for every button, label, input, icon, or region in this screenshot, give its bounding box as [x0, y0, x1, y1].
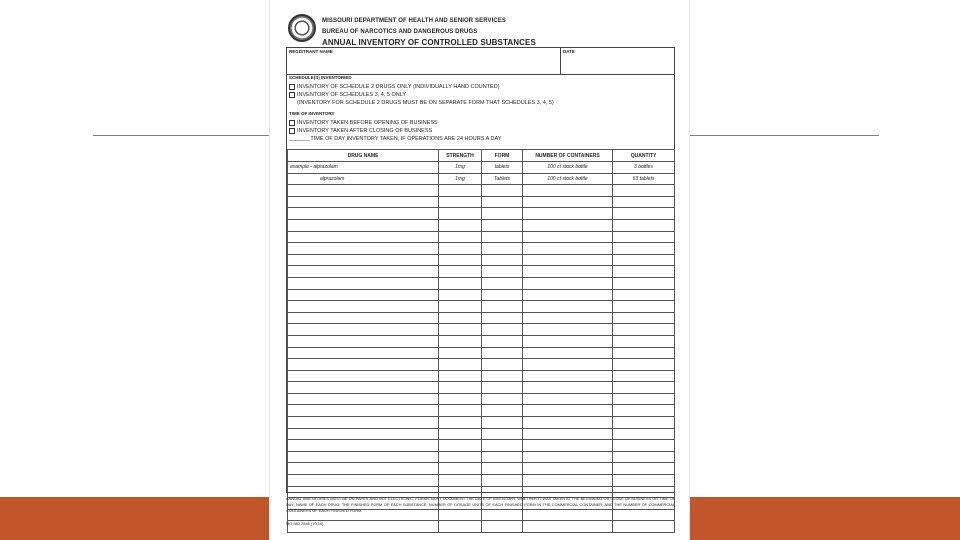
empty-cell[interactable]: [288, 428, 439, 440]
empty-cell[interactable]: [439, 208, 482, 220]
empty-table-row: [288, 266, 675, 278]
empty-cell[interactable]: [439, 463, 482, 475]
empty-cell[interactable]: [288, 289, 439, 301]
empty-cell[interactable]: [288, 417, 439, 429]
empty-cell[interactable]: [288, 185, 439, 197]
empty-cell[interactable]: [439, 382, 482, 394]
empty-cell[interactable]: [523, 289, 613, 301]
empty-cell[interactable]: [523, 463, 613, 475]
empty-cell[interactable]: [482, 254, 523, 266]
quantity-cell[interactable]: 63 tablets: [613, 173, 675, 185]
empty-cell[interactable]: [482, 475, 523, 487]
schedule-2-option[interactable]: [289, 84, 500, 90]
form-cell[interactable]: Tablets: [482, 173, 523, 185]
registrant-name-label: REGISTRANT NAME: [289, 49, 333, 54]
empty-cell[interactable]: [288, 243, 439, 255]
empty-cell[interactable]: [482, 196, 523, 208]
empty-cell[interactable]: [439, 289, 482, 301]
empty-cell[interactable]: [482, 382, 523, 394]
empty-table-row: [288, 475, 675, 487]
empty-cell[interactable]: [439, 475, 482, 487]
empty-cell[interactable]: [613, 440, 675, 452]
empty-cell[interactable]: [523, 266, 613, 278]
empty-cell[interactable]: [288, 208, 439, 220]
after-closing-option[interactable]: [289, 128, 432, 134]
empty-cell[interactable]: [523, 219, 613, 231]
before-opening-label: INVENTORY TAKEN BEFORE OPENING OF BUSINESS: [297, 120, 438, 126]
empty-table-row: [288, 254, 675, 266]
empty-cell[interactable]: [523, 475, 613, 487]
form-cell[interactable]: tablets: [482, 162, 523, 174]
empty-table-row: [288, 335, 675, 347]
form-frame: [286, 47, 675, 493]
column-header: QUANTITY: [613, 150, 675, 162]
empty-cell[interactable]: [439, 301, 482, 313]
empty-cell[interactable]: [613, 231, 675, 243]
empty-cell[interactable]: [523, 440, 613, 452]
empty-cell[interactable]: [523, 254, 613, 266]
state-seal-icon: [288, 14, 316, 42]
empty-cell[interactable]: [523, 312, 613, 324]
empty-cell[interactable]: [523, 277, 613, 289]
empty-cell[interactable]: [288, 440, 439, 452]
empty-cell[interactable]: [613, 521, 675, 533]
time-of-day-option: _______TIME OF DAY INVENTORY TAKEN, IF OPERATIONS ARE 24 HOURS A DAY: [289, 136, 502, 142]
empty-cell[interactable]: [523, 382, 613, 394]
empty-cell[interactable]: [288, 475, 439, 487]
empty-cell[interactable]: [613, 335, 675, 347]
empty-cell[interactable]: [288, 254, 439, 266]
empty-cell[interactable]: [439, 428, 482, 440]
containers-cell[interactable]: 100 ct stock bottle: [523, 173, 613, 185]
empty-table-row: [288, 440, 675, 452]
containers-cell[interactable]: 100 ct stock bottle: [523, 162, 613, 174]
empty-table-row: [288, 347, 675, 359]
empty-cell[interactable]: [288, 370, 439, 382]
empty-cell[interactable]: [523, 185, 613, 197]
empty-cell[interactable]: [482, 208, 523, 220]
empty-cell[interactable]: [613, 370, 675, 382]
footer-note: ANNUAL INVENTORIES MUST BE ON PAPER AND NOT ELECTRONIC. FORMS MUST DOCUMENT THE DATE OF INVENTORY, WHETHER IT WAS TAKEN AT THE BEGINNING OR CLOSE OF BUSINESS OR TIME OF DAY; NAME OF EACH DRUG; THE FINISHED FORM OF EACH SUBSTANCE; NUMBER OF DOSAGE UNITS OF EACH FINISHED FORM IN THE COMMERCIAL CONTAINER; AND THE NUMBER OF COMMERCIAL CONTAINERS OF EACH FINISHED FORM.: [286, 496, 675, 513]
empty-cell[interactable]: [439, 521, 482, 533]
empty-cell[interactable]: [613, 254, 675, 266]
empty-cell[interactable]: [439, 277, 482, 289]
empty-cell[interactable]: [288, 324, 439, 336]
empty-cell[interactable]: [439, 405, 482, 417]
empty-cell[interactable]: [613, 289, 675, 301]
empty-table-row: [288, 196, 675, 208]
checkbox-icon[interactable]: [289, 120, 295, 126]
empty-cell[interactable]: [288, 451, 439, 463]
empty-cell[interactable]: [288, 335, 439, 347]
empty-table-row: [288, 463, 675, 475]
empty-table-row: [288, 405, 675, 417]
empty-cell[interactable]: [613, 266, 675, 278]
empty-cell[interactable]: [523, 301, 613, 313]
empty-cell[interactable]: [482, 428, 523, 440]
empty-cell[interactable]: [439, 254, 482, 266]
empty-cell[interactable]: [288, 463, 439, 475]
inventory-form-document: [270, 0, 689, 540]
empty-cell[interactable]: [613, 428, 675, 440]
empty-cell[interactable]: [523, 417, 613, 429]
empty-cell[interactable]: [288, 219, 439, 231]
empty-cell[interactable]: [288, 301, 439, 313]
empty-cell[interactable]: [613, 219, 675, 231]
registrant-row: [287, 48, 674, 75]
column-header: DRUG NAME: [288, 150, 439, 162]
empty-table-row: [288, 301, 675, 313]
empty-cell[interactable]: [439, 243, 482, 255]
empty-cell[interactable]: [482, 393, 523, 405]
empty-cell[interactable]: [439, 451, 482, 463]
empty-cell[interactable]: [523, 208, 613, 220]
empty-cell[interactable]: [482, 266, 523, 278]
empty-cell[interactable]: [439, 370, 482, 382]
empty-table-row: [288, 219, 675, 231]
empty-cell[interactable]: [439, 196, 482, 208]
empty-cell[interactable]: [613, 359, 675, 371]
column-header: NUMBER OF CONTAINERS: [523, 150, 613, 162]
checkbox-icon[interactable]: [289, 128, 295, 134]
empty-cell[interactable]: [288, 382, 439, 394]
empty-cell[interactable]: [439, 335, 482, 347]
empty-cell[interactable]: [482, 231, 523, 243]
empty-cell[interactable]: [523, 405, 613, 417]
table-header-row: [288, 150, 675, 162]
strength-cell[interactable]: 1mg: [439, 162, 482, 174]
empty-table-row: [288, 428, 675, 440]
form-number: MO 580-2846 (10-16): [286, 521, 324, 526]
empty-cell[interactable]: [482, 451, 523, 463]
time-of-inventory-label: TIME OF INVENTORY: [289, 111, 335, 116]
empty-cell[interactable]: [439, 266, 482, 278]
empty-cell[interactable]: [523, 521, 613, 533]
empty-table-row: [288, 359, 675, 371]
drug-name-cell[interactable]: example - alprazolam: [288, 162, 439, 174]
empty-cell[interactable]: [288, 231, 439, 243]
empty-cell[interactable]: [523, 359, 613, 371]
empty-table-row: [288, 370, 675, 382]
empty-table-row: [288, 243, 675, 255]
empty-cell[interactable]: [523, 370, 613, 382]
empty-cell[interactable]: [613, 301, 675, 313]
form-header: [288, 12, 678, 50]
empty-cell[interactable]: [288, 266, 439, 278]
empty-cell[interactable]: [288, 196, 439, 208]
empty-cell[interactable]: [482, 335, 523, 347]
empty-cell[interactable]: [439, 359, 482, 371]
schedule-note: (INVENTORY FOR SCHEDULE 2 DRUGS MUST BE ON SEPARATE FORM THAT SCHEDULES 3, 4, 5): [297, 100, 554, 106]
empty-cell[interactable]: [482, 324, 523, 336]
empty-cell[interactable]: [439, 417, 482, 429]
empty-cell[interactable]: [439, 440, 482, 452]
empty-cell[interactable]: [482, 243, 523, 255]
empty-cell[interactable]: [439, 393, 482, 405]
empty-cell[interactable]: [523, 231, 613, 243]
decorative-rule-left: [93, 135, 270, 136]
date-label: DATE: [563, 49, 575, 54]
empty-table-row: [288, 289, 675, 301]
empty-cell[interactable]: [288, 277, 439, 289]
empty-table-row: [288, 521, 675, 533]
empty-cell[interactable]: [439, 231, 482, 243]
empty-cell[interactable]: [613, 405, 675, 417]
empty-cell[interactable]: [523, 393, 613, 405]
empty-cell[interactable]: [482, 370, 523, 382]
empty-table-row: [288, 208, 675, 220]
empty-table-row: [288, 185, 675, 197]
empty-cell[interactable]: [482, 347, 523, 359]
drug-name-cell[interactable]: alprazolam: [288, 173, 439, 185]
column-header: STRENGTH: [439, 150, 482, 162]
empty-table-row: [288, 231, 675, 243]
empty-cell[interactable]: [288, 312, 439, 324]
empty-cell[interactable]: [613, 277, 675, 289]
empty-cell[interactable]: [613, 185, 675, 197]
empty-cell[interactable]: [523, 428, 613, 440]
bureau-name: BUREAU OF NARCOTICS AND DANGEROUS DRUGS: [322, 29, 478, 35]
empty-cell[interactable]: [482, 521, 523, 533]
empty-cell[interactable]: [439, 324, 482, 336]
decorative-rule-right: [689, 135, 879, 136]
empty-cell[interactable]: [613, 451, 675, 463]
quantity-cell[interactable]: 3 bottles: [613, 162, 675, 174]
empty-cell[interactable]: [523, 196, 613, 208]
after-closing-label: INVENTORY TAKEN AFTER CLOSING OF BUSINESS: [297, 128, 433, 134]
empty-cell[interactable]: [613, 382, 675, 394]
empty-cell[interactable]: [482, 289, 523, 301]
empty-cell[interactable]: [482, 277, 523, 289]
empty-cell[interactable]: [288, 347, 439, 359]
empty-cell[interactable]: [613, 393, 675, 405]
empty-cell[interactable]: [482, 417, 523, 429]
schedules-label: SCHEDULE(S) INVENTORIED: [289, 75, 352, 80]
form-title: ANNUAL INVENTORY OF CONTROLLED SUBSTANCES: [322, 38, 536, 47]
empty-cell[interactable]: [613, 324, 675, 336]
empty-cell[interactable]: [482, 185, 523, 197]
empty-cell[interactable]: [613, 196, 675, 208]
empty-cell[interactable]: [613, 463, 675, 475]
empty-table-row: [288, 277, 675, 289]
column-header: FORM: [482, 150, 523, 162]
schedule-2-option-label: INVENTORY OF SCHEDULE 2 DRUGS ONLY (INDIVIDUALLY HAND COUNTED): [297, 84, 500, 90]
empty-cell[interactable]: [523, 243, 613, 255]
empty-cell[interactable]: [523, 451, 613, 463]
empty-cell[interactable]: [439, 219, 482, 231]
table-row: [288, 173, 675, 185]
empty-cell[interactable]: [613, 208, 675, 220]
empty-cell[interactable]: [523, 347, 613, 359]
empty-cell[interactable]: [523, 324, 613, 336]
schedule-345-option-label: INVENTORY OF SCHEDULES 3, 4, 5 ONLY: [297, 92, 407, 98]
empty-cell[interactable]: [288, 393, 439, 405]
empty-table-row: [288, 451, 675, 463]
empty-table-row: [288, 382, 675, 394]
empty-cell[interactable]: [482, 405, 523, 417]
empty-cell[interactable]: [482, 301, 523, 313]
empty-cell[interactable]: [482, 440, 523, 452]
department-name: MISSOURI DEPARTMENT OF HEALTH AND SENIOR SERVICES: [322, 18, 507, 24]
inventory-table: [287, 149, 675, 533]
before-opening-option[interactable]: [289, 120, 438, 126]
empty-cell[interactable]: [482, 219, 523, 231]
empty-cell[interactable]: [288, 359, 439, 371]
empty-cell[interactable]: [482, 463, 523, 475]
empty-table-row: [288, 312, 675, 324]
empty-cell[interactable]: [613, 417, 675, 429]
empty-cell[interactable]: [482, 359, 523, 371]
schedule-345-option[interactable]: [289, 92, 406, 98]
empty-cell[interactable]: [439, 312, 482, 324]
strength-cell[interactable]: 1mg: [439, 173, 482, 185]
empty-cell[interactable]: [613, 243, 675, 255]
empty-table-row: [288, 324, 675, 336]
checkbox-icon[interactable]: [289, 84, 295, 90]
empty-cell[interactable]: [439, 347, 482, 359]
empty-table-row: [288, 417, 675, 429]
empty-table-row: [288, 393, 675, 405]
empty-cell[interactable]: [613, 475, 675, 487]
empty-cell[interactable]: [523, 335, 613, 347]
empty-cell[interactable]: [613, 347, 675, 359]
empty-cell[interactable]: [288, 405, 439, 417]
checkbox-icon[interactable]: [289, 92, 295, 98]
empty-cell[interactable]: [482, 312, 523, 324]
empty-cell[interactable]: [439, 185, 482, 197]
table-row: [288, 162, 675, 174]
empty-cell[interactable]: [613, 312, 675, 324]
